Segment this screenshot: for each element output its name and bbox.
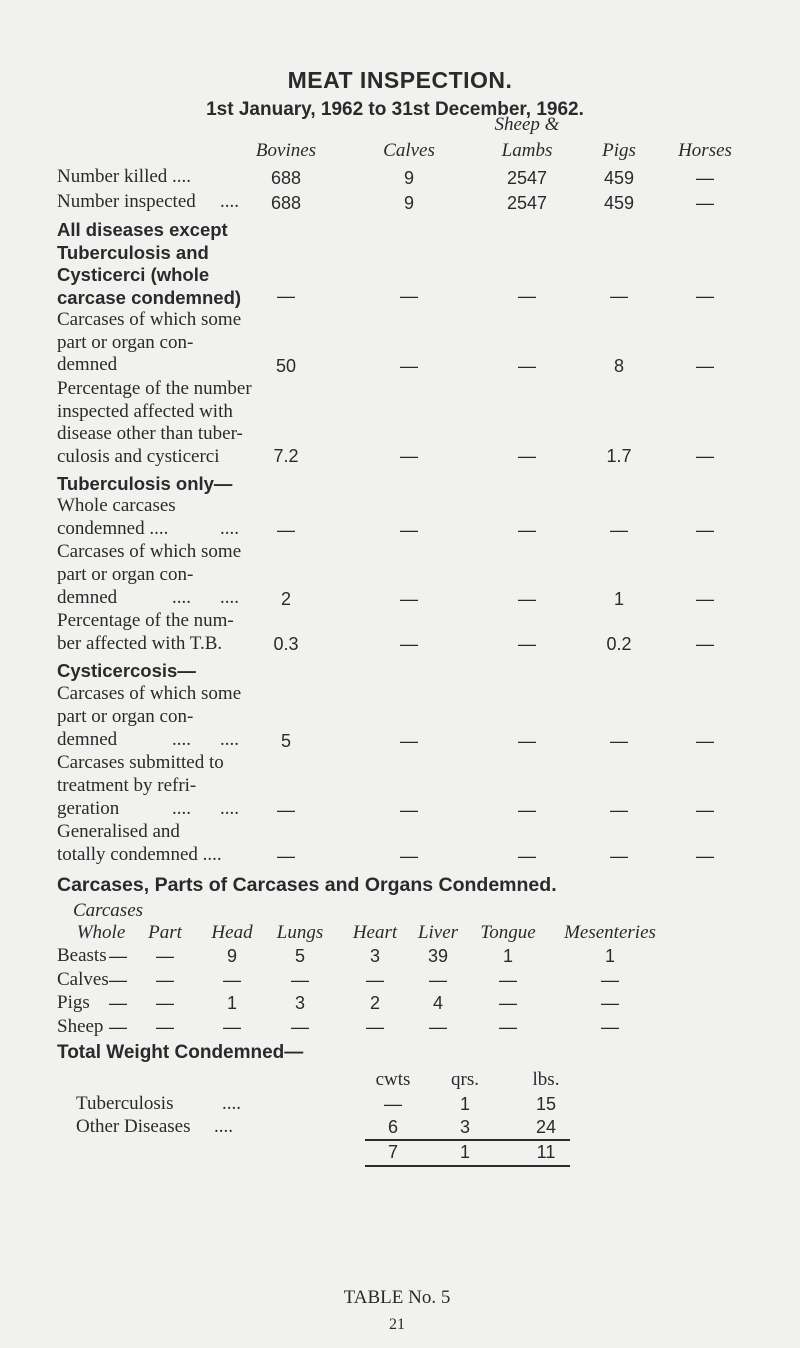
tb_whole-value: — <box>518 520 536 540</box>
tb_whole-value: — <box>610 520 628 540</box>
parts-cell: 1 <box>226 993 238 1013</box>
weight-cell: 1 <box>459 1094 471 1114</box>
tb_pct-value: — <box>696 634 714 654</box>
row-label: Generalised and <box>57 821 180 842</box>
row-label: geration <box>57 798 120 819</box>
row-label: Carcases submitted to <box>57 752 224 773</box>
tb_part-value: 2 <box>280 589 292 609</box>
row-dots: .... <box>220 587 239 608</box>
header-sheep-line2: Lambs <box>501 140 553 161</box>
parts-cell: — <box>366 1016 384 1037</box>
parts-cell: — <box>366 969 384 990</box>
killed-value: 688 <box>270 168 302 188</box>
parts-cell: 5 <box>294 946 306 966</box>
inspected-value: 688 <box>270 193 302 213</box>
tb_pct-value: 0.2 <box>606 634 632 654</box>
parts-row-label: Beasts <box>57 945 107 966</box>
all_whole-value: — <box>696 286 714 306</box>
parts-cell: — <box>109 993 127 1013</box>
weight-total-cell: 7 <box>387 1142 399 1162</box>
parts-cell: — <box>601 969 619 990</box>
killed-value: 9 <box>403 168 415 188</box>
tb_part-value: 1 <box>613 589 625 609</box>
row-dots: .... <box>172 587 191 608</box>
cy_general-value: — <box>277 846 295 866</box>
parts-cell: — <box>156 1016 174 1037</box>
tb_whole-value: — <box>400 520 418 540</box>
parts-col-header: Head <box>211 922 253 943</box>
total-underline <box>365 1165 570 1167</box>
all_whole-value: — <box>518 286 536 306</box>
all_part-value: 50 <box>275 356 297 376</box>
parts-cell: — <box>109 946 127 966</box>
weight-col-header: lbs. <box>532 1069 560 1090</box>
row-dots: .... <box>220 729 239 750</box>
parts-cell: 1 <box>604 946 616 966</box>
inspected-value: — <box>696 193 714 213</box>
parts-cell: — <box>429 1016 447 1037</box>
parts-row-label: Pigs <box>57 992 90 1013</box>
parts-col-header: Mesenteries <box>564 922 656 943</box>
parts-row-label: Calves <box>57 968 109 990</box>
header-bovines: Bovines <box>255 140 317 161</box>
row-label: part or organ con- <box>57 331 194 353</box>
row-label: Carcases of which some <box>57 541 242 562</box>
section-heading: Tuberculosis only— <box>57 473 233 494</box>
all_part-value: — <box>518 356 536 376</box>
section-heading: Cysticercosis— <box>57 660 196 681</box>
page-subtitle: 1st January, 1962 to 31st December, 1962. <box>206 99 584 120</box>
parts-col-header: Tongue <box>480 922 536 943</box>
parts-cell: — <box>499 993 517 1013</box>
parts-cell: 3 <box>369 946 381 966</box>
weight-cell: 24 <box>535 1117 557 1137</box>
killed-value: 459 <box>603 168 635 188</box>
parts-cell: 9 <box>226 946 238 966</box>
weight-cell: 3 <box>459 1117 471 1137</box>
row-label: disease other than tuber- <box>57 423 243 444</box>
weight-cell: 15 <box>535 1094 557 1114</box>
parts-heading: Carcases, Parts of Carcases and Organs Condemned. <box>57 874 557 896</box>
cy_general-value: — <box>400 846 418 866</box>
row-label: demned <box>57 354 118 375</box>
row-label: ber affected with T.B. <box>57 632 223 654</box>
section-heading: All diseases except <box>57 219 228 240</box>
parts-cell: 39 <box>427 946 449 966</box>
page-number: 21 <box>389 1316 405 1333</box>
parts-cell: 1 <box>502 946 514 966</box>
cy_refrig-value: — <box>696 800 714 820</box>
parts-col-header: Part <box>148 922 182 943</box>
row-label: culosis and cysticerci <box>57 445 220 467</box>
parts-cell: 4 <box>432 993 444 1013</box>
row-label: part or organ con- <box>57 706 194 727</box>
row-dots: .... <box>172 798 191 819</box>
parts-cell: — <box>156 993 174 1013</box>
header-calves: Calves <box>383 140 435 161</box>
row-label: demned <box>57 729 118 750</box>
cy_general-value: — <box>610 846 628 866</box>
weight-col-header: qrs. <box>451 1069 479 1090</box>
all_part-value: — <box>400 356 418 376</box>
parts-cell: — <box>223 1016 241 1037</box>
tb_pct-value: 0.3 <box>273 634 299 654</box>
header-sheep-line1: Sheep & <box>494 114 560 135</box>
row-dots: .... <box>220 191 239 212</box>
parts-col-header: Heart <box>352 922 398 943</box>
row-label: Percentage of the number <box>57 378 252 399</box>
row-dots: .... <box>172 729 191 750</box>
row-label: inspected affected with <box>57 400 233 422</box>
cy_refrig-value: — <box>400 800 418 820</box>
cy_part-value: 5 <box>280 731 292 751</box>
row-label: demned <box>57 587 118 608</box>
parts-col-header: Whole <box>76 922 126 943</box>
all_whole-value: — <box>277 286 295 306</box>
parts-cell: — <box>601 1016 619 1037</box>
cy_general-value: — <box>696 846 714 866</box>
weight-row-label: Tuberculosis <box>76 1093 174 1114</box>
cy_general-value: — <box>518 846 536 866</box>
all_part-value: 8 <box>613 356 625 376</box>
parts-cell: — <box>156 946 174 966</box>
weight-heading: Total Weight Condemned— <box>57 1042 304 1063</box>
all_whole-value: — <box>400 286 418 306</box>
cy_refrig-value: — <box>610 800 628 820</box>
cy_refrig-value: — <box>277 800 295 820</box>
killed-value: 2547 <box>506 168 548 188</box>
weight-total-cell: 11 <box>536 1142 556 1162</box>
row-label: treatment by refri- <box>57 775 197 796</box>
parts-row-label: Sheep <box>57 1015 104 1037</box>
table-number: TABLE No. 5 <box>343 1287 451 1308</box>
tb_pct-value: — <box>400 634 418 654</box>
header-carcases: Carcases <box>73 900 144 921</box>
all_pct-value: — <box>518 446 536 466</box>
row-label: Percentage of the num- <box>57 610 234 631</box>
row-label: Number killed .... <box>57 166 192 187</box>
section-heading: Cysticerci (whole <box>57 264 210 285</box>
parts-col-header: Liver <box>417 922 459 943</box>
weight-row-dots: .... <box>214 1116 233 1137</box>
weight-cell: 6 <box>387 1117 399 1137</box>
section-heading: Tuberculosis and <box>57 241 209 263</box>
section-heading: carcase condemned) <box>57 286 242 308</box>
row-label: Carcases of which some <box>57 309 242 330</box>
row-dots: .... <box>220 518 239 539</box>
parts-cell: — <box>223 969 241 990</box>
weight-row-label: Other Diseases <box>76 1116 191 1137</box>
row-label: part or organ con- <box>57 564 194 585</box>
page-title: MEAT INSPECTION. <box>287 67 513 93</box>
parts-cell: — <box>156 969 174 990</box>
tb_whole-value: — <box>277 520 295 540</box>
all_pct-value: — <box>696 446 714 466</box>
weight-total-cell: 1 <box>459 1142 471 1162</box>
parts-cell: — <box>109 1016 127 1037</box>
parts-cell: — <box>499 1016 517 1037</box>
inspected-value: 459 <box>603 193 635 213</box>
parts-cell: — <box>429 969 447 990</box>
cy_part-value: — <box>696 731 714 751</box>
parts-cell: — <box>109 969 127 990</box>
inspected-value: 9 <box>403 193 415 213</box>
cy_part-value: — <box>400 731 418 751</box>
cy_refrig-value: — <box>518 800 536 820</box>
tb_part-value: — <box>518 589 536 609</box>
header-pigs: Pigs <box>602 140 636 161</box>
cy_part-value: — <box>518 731 536 751</box>
cy_part-value: — <box>610 731 628 751</box>
row-label: Whole carcases <box>57 495 176 516</box>
row-label: condemned .... <box>57 518 169 539</box>
row-label: Carcases of which some <box>57 683 242 704</box>
tb_part-value: — <box>400 589 418 609</box>
weight-row-dots: .... <box>222 1093 241 1114</box>
tb_part-value: — <box>696 589 714 609</box>
parts-cell: — <box>291 969 309 990</box>
weight-cell: — <box>384 1094 402 1114</box>
all_pct-value: — <box>400 446 418 466</box>
row-label: Number inspected <box>57 191 196 212</box>
row-label: totally condemned .... <box>57 843 222 865</box>
row-dots: .... <box>220 798 239 819</box>
all_pct-value: 7.2 <box>273 446 299 466</box>
inspected-value: 2547 <box>506 193 548 213</box>
all_whole-value: — <box>610 286 628 306</box>
parts-col-header: Lungs <box>276 922 324 943</box>
total-rule <box>365 1139 570 1141</box>
all_part-value: — <box>696 356 714 376</box>
parts-cell: 2 <box>369 993 381 1013</box>
parts-cell: — <box>291 1016 309 1037</box>
parts-cell: — <box>499 969 517 990</box>
parts-cell: 3 <box>294 993 306 1013</box>
weight-col-header: cwts <box>375 1069 411 1090</box>
tb_pct-value: — <box>518 634 536 654</box>
tb_whole-value: — <box>696 520 714 540</box>
header-horses: Horses <box>678 140 732 161</box>
parts-cell: — <box>601 993 619 1013</box>
all_pct-value: 1.7 <box>606 446 632 466</box>
killed-value: — <box>696 168 714 188</box>
